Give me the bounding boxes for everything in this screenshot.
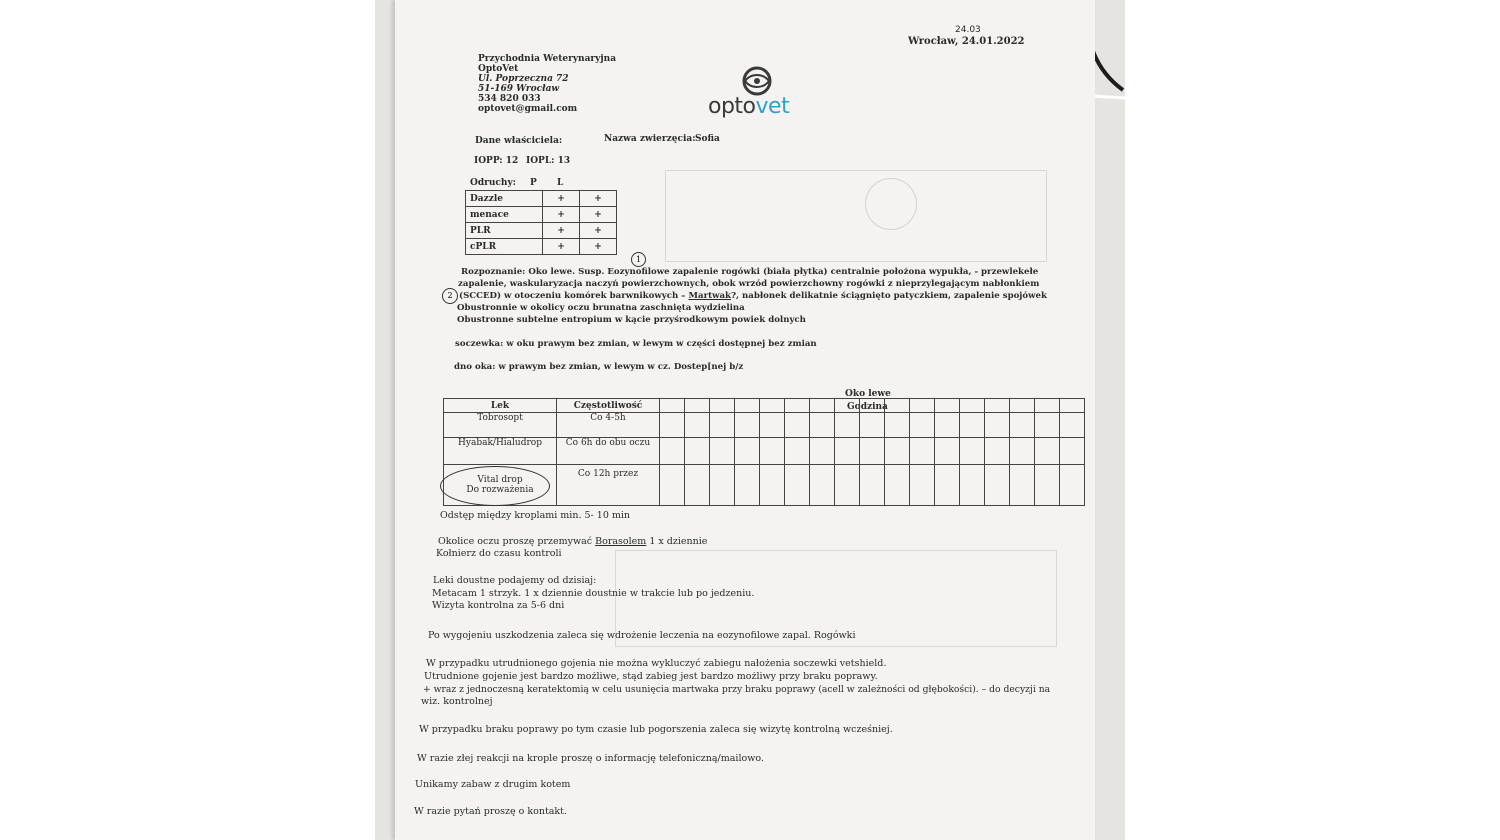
clinic-name: Przychodnia Weterynaryjna <box>478 54 617 64</box>
diagnosis-martwak: Martwak <box>688 291 731 301</box>
hour-cell <box>810 438 835 465</box>
table-row <box>444 413 1085 438</box>
reflex-p: + <box>543 191 580 207</box>
hour-cell <box>735 413 760 438</box>
hour-cell <box>960 438 985 465</box>
iopl-value: IOPL: 13 <box>526 156 571 166</box>
document-photo <box>375 0 1125 840</box>
hour-cell <box>835 438 860 465</box>
drug-name: Vital drop <box>477 475 523 485</box>
hour-cell <box>1060 413 1085 438</box>
hour-cell <box>685 465 710 506</box>
reflex-p: + <box>543 239 580 255</box>
hour-cell <box>935 465 960 506</box>
hour-cell <box>1035 438 1060 465</box>
paper-sheet <box>395 0 1095 840</box>
reflex-name: PLR <box>466 223 543 239</box>
collar: Kołnierz do czasu kontroli <box>436 548 562 559</box>
reflex-l: + <box>580 207 617 223</box>
hour-cell <box>985 465 1010 506</box>
hour-cell <box>1010 399 1035 413</box>
table-row <box>444 438 1085 465</box>
animal-label: Nazwa zwierzęcia: <box>604 134 696 144</box>
contact: W razie pytań proszę o kontakt. <box>414 806 568 817</box>
reflex-p: + <box>543 207 580 223</box>
exam-fundus: dno oka: w prawym bez zmian, w lewym w cz. Dostep[nej b/z <box>454 362 744 372</box>
reflexes-col-l: L <box>557 178 564 188</box>
eye-label: Oko lewe <box>845 389 891 399</box>
bleed-through-circle <box>865 178 917 230</box>
drug-cell: Tobrosopt <box>444 413 557 438</box>
hour-cell <box>1010 438 1035 465</box>
reflex-l: + <box>580 223 617 239</box>
hour-cell <box>760 413 785 438</box>
hour-cell <box>710 465 735 506</box>
exam-lens: soczewka: w oku prawym bez zmian, w lewym w części dostępnej bez zmian <box>455 339 817 349</box>
hour-cell <box>1060 399 1085 413</box>
drops-gap: Odstęp między kroplami min. 5- 10 min <box>440 510 631 521</box>
hour-cell <box>860 413 885 438</box>
reflexes-table <box>465 190 617 255</box>
hour-cell <box>735 399 760 413</box>
metacam: Metacam 1 strzyk. 1 x dziennie doustnie w trakcie lub po jedzeniu. <box>432 588 755 599</box>
hour-cell <box>785 465 810 506</box>
diagnosis-line-4: Obustronnie w okolicy oczu brunatna zaschnięta wydzielina <box>457 303 745 313</box>
hour-cell <box>935 413 960 438</box>
area-wash-borasol: Borasolem <box>595 536 647 547</box>
animal-name: Sofia <box>695 134 720 144</box>
table-header-row <box>444 399 1085 413</box>
reflexes-col-p: P <box>530 178 537 188</box>
clinic-phone: 534 820 033 <box>478 94 541 104</box>
area-wash-c: 1 x dziennie <box>646 536 708 547</box>
hour-cell <box>1035 399 1060 413</box>
handwritten-oval <box>440 466 550 506</box>
hour-cell <box>660 438 685 465</box>
hour-cell <box>1010 413 1035 438</box>
clinic-postal: 51-169 Wrocław <box>478 84 560 94</box>
reflex-p: + <box>543 223 580 239</box>
hour-cell <box>960 465 985 506</box>
hour-cell <box>1035 465 1060 506</box>
hour-cell <box>885 438 910 465</box>
hour-cell <box>1060 465 1085 506</box>
diagnosis-line-1: Rozpoznanie: Oko lewe. Susp. Eozynofilowe zapalenie rogówki (biała płytka) centralnie położona wypukła, - przewlekełe <box>461 267 1039 277</box>
date-line: Wrocław, 24.01.2022 <box>908 36 1025 47</box>
hour-cell <box>685 413 710 438</box>
hour-cell <box>760 438 785 465</box>
hour-cell <box>785 413 810 438</box>
difficult-1: W przypadku utrudnionego gojenia nie można wykluczyć zabiegu nałożenia soczewki vetshield. <box>426 658 887 669</box>
bleed-through-shapes <box>665 170 1047 262</box>
difficult-4: wiz. kontrolnej <box>421 696 493 707</box>
hour-cell <box>835 413 860 438</box>
col-drug-header: Lek <box>444 399 557 413</box>
hour-label: Godzina <box>847 402 888 412</box>
hour-cell <box>885 399 910 413</box>
hour-cell <box>885 465 910 506</box>
avoid-play: Unikamy zabaw z drugim kotem <box>415 779 571 790</box>
hour-cell <box>760 465 785 506</box>
hour-cell <box>810 413 835 438</box>
difficult-2: Utrudnione gojenie jest bardzo możliwe, stąd zabieg jest bardzo możliwy przy braku poprawy. <box>424 671 878 682</box>
hour-cell <box>860 399 885 413</box>
handwritten-mark-1: 1 <box>631 252 646 267</box>
bad-reaction: W razie złej reakcji na krople proszę o informację telefoniczną/mailowo. <box>417 753 764 764</box>
diagnosis-line-3 <box>459 290 1047 302</box>
hour-cell <box>910 465 935 506</box>
hour-cell <box>1035 413 1060 438</box>
freq-cell: Co 6h do obu oczu <box>557 438 660 465</box>
no-improvement: W przypadku braku poprawy po tym czasie lub pogorszenia zaleca się wizytę kontrolną wcześniej. <box>419 724 893 735</box>
reflex-name: Dazzle <box>466 191 543 207</box>
hour-cell <box>785 438 810 465</box>
hour-cell <box>810 399 835 413</box>
hour-cell <box>1060 438 1085 465</box>
date-handwritten-correction: 24.03 <box>955 25 981 35</box>
diagnosis-line-5: Obustronne subtelne entropium w kącie przyśrodkowym powiek dolnych <box>457 315 806 325</box>
hour-cell <box>735 438 760 465</box>
optovet-logo-text <box>708 94 789 119</box>
hour-cell <box>660 465 685 506</box>
owner-label: Dane właściciela: <box>475 136 563 146</box>
hour-cell <box>910 399 935 413</box>
hour-cell <box>660 413 685 438</box>
hour-cell <box>835 465 860 506</box>
reflex-l: + <box>580 191 617 207</box>
hour-cell <box>760 399 785 413</box>
hour-cell <box>710 438 735 465</box>
difficult-3: + wraz z jednoczesną keratektomią w celu usunięcia martwaka przy braku poprawy (acell w zależności od głębokości). – do decyzji na <box>423 684 1051 695</box>
hour-cell <box>985 399 1010 413</box>
reflex-name: cPLR <box>466 239 543 255</box>
hour-cell <box>785 399 810 413</box>
hour-cell <box>810 465 835 506</box>
hour-cell <box>1010 465 1035 506</box>
diagnosis-line-2: zapalenie, waskularyzacja naczyń powierzchownych, obok wrzód powierzchowny rogówki z nieprzylegającym nabłonkiem <box>458 279 1040 289</box>
table-row <box>466 191 617 207</box>
hour-cell <box>860 438 885 465</box>
reflexes-title: Odruchy: <box>470 178 516 188</box>
hour-cell <box>935 438 960 465</box>
logo-text-prefix: opto <box>708 94 756 119</box>
hour-cell <box>935 399 960 413</box>
clinic-brand: OptoVet <box>478 64 519 74</box>
handwritten-mark-2: 2 <box>442 288 458 304</box>
hour-cell <box>910 438 935 465</box>
col-freq-header: Częstotliwość <box>557 399 660 413</box>
freq-cell: Co 12h przez <box>557 465 660 506</box>
drug-cell: Hyabak/Hialudrop <box>444 438 557 465</box>
clinic-email: optovet@gmail.com <box>478 104 578 114</box>
hour-cell <box>710 413 735 438</box>
logo-text-suffix: vet <box>755 94 790 119</box>
oral-title: Leki doustne podajemy od dzisiaj: <box>433 575 597 586</box>
hour-cell <box>985 413 1010 438</box>
hour-cell <box>685 399 710 413</box>
hour-cell <box>910 413 935 438</box>
hour-cell <box>985 438 1010 465</box>
hour-cell <box>885 413 910 438</box>
iopp-value: IOPP: 12 <box>474 156 519 166</box>
table-row <box>466 207 617 223</box>
diagnosis-line-3c: ?, nabłonek delikatnie ściągnięto patyczkiem, zapalenie spojówek <box>730 291 1047 301</box>
reflex-name: menace <box>466 207 543 223</box>
drug-note: Do rozważenia <box>466 485 534 495</box>
hour-cell <box>960 413 985 438</box>
hour-cell <box>860 465 885 506</box>
hour-cell <box>710 399 735 413</box>
area-wash <box>438 536 707 548</box>
table-row <box>466 239 617 255</box>
hour-cell <box>660 399 685 413</box>
area-wash-a: Okolice oczu proszę przemywać <box>438 536 596 547</box>
hour-cell <box>685 438 710 465</box>
diagnosis-line-3a: (SCCED) w otoczeniu komórek barwnikowych – <box>459 291 689 301</box>
clinic-street: Ul. Poprzeczna 72 <box>478 74 569 84</box>
hour-cell <box>735 465 760 506</box>
hour-cell <box>835 399 860 413</box>
visit: Wizyta kontrolna za 5-6 dni <box>432 600 565 611</box>
table-row <box>466 223 617 239</box>
reflex-l: + <box>580 239 617 255</box>
optovet-eye-logo-icon <box>735 66 779 96</box>
after-heal: Po wygojeniu uszkodzenia zaleca się wdrożenie leczenia na eozynofilowe zapal. Rogówki <box>428 630 856 641</box>
freq-cell: Co 4-5h <box>557 413 660 438</box>
hour-cell <box>960 399 985 413</box>
